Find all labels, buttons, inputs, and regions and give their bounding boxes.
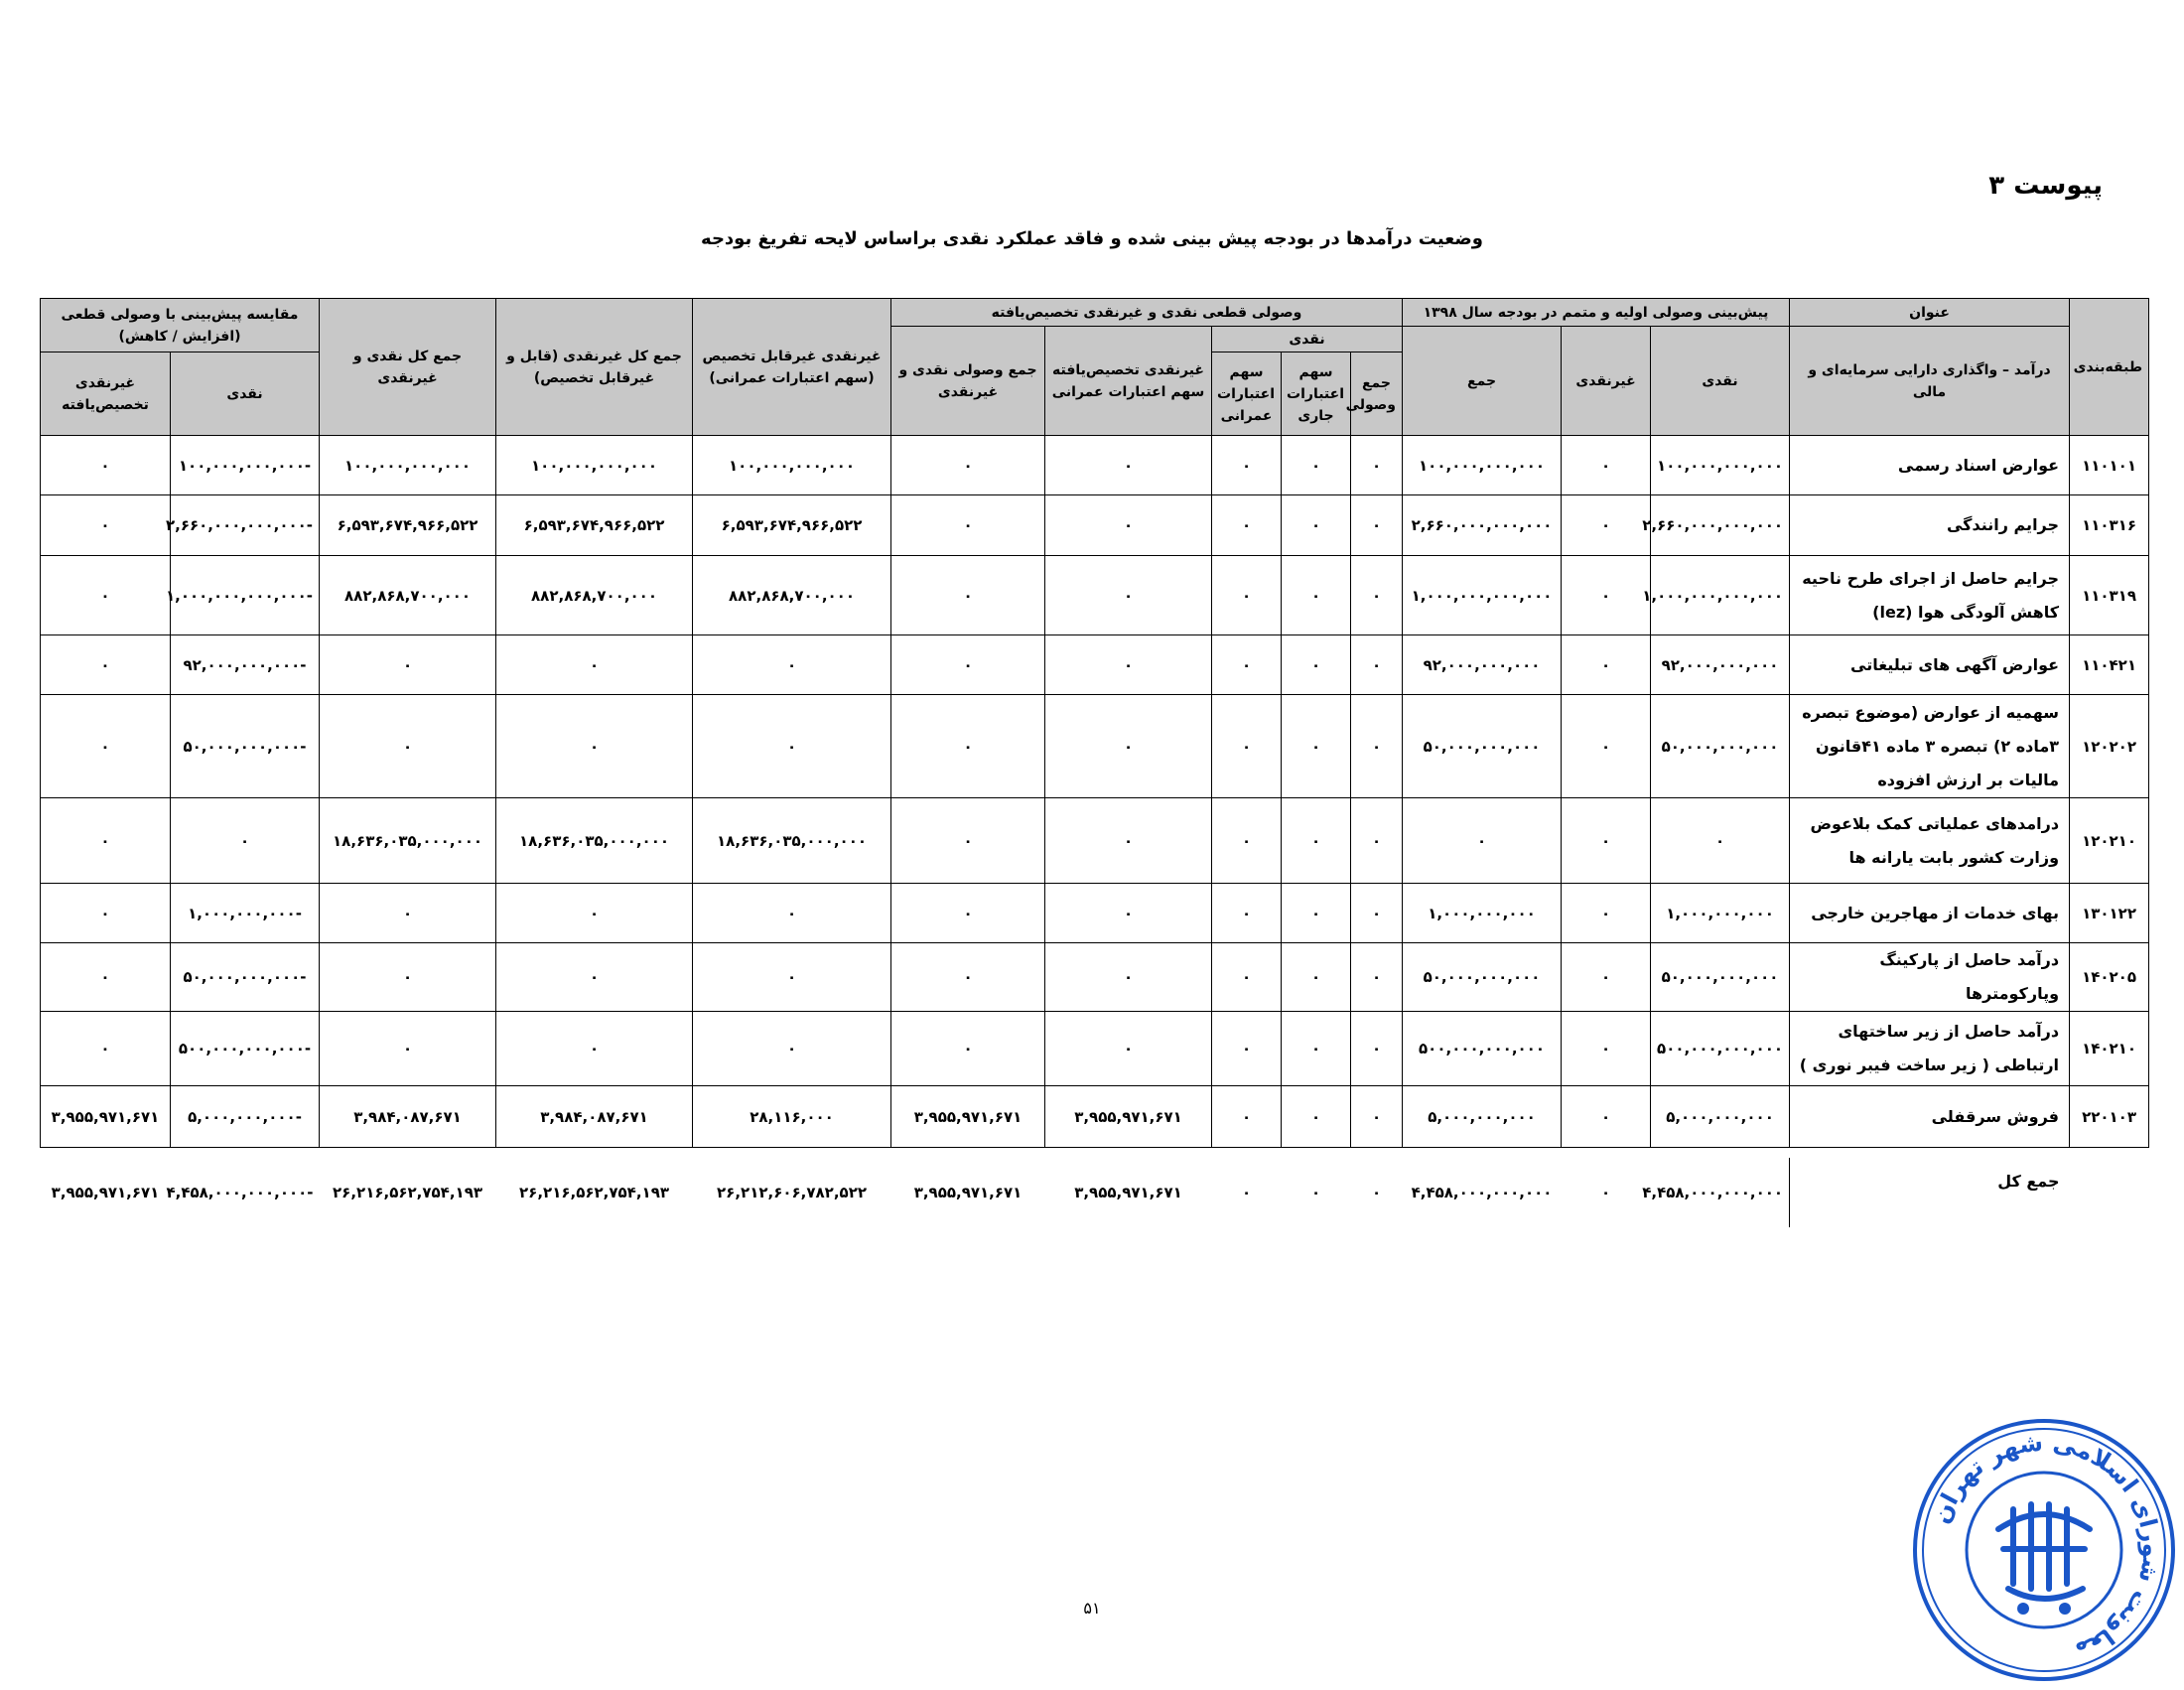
total-label: جمع کل <box>1790 1158 2070 1227</box>
noncash-unallocable-value: ۰ <box>693 884 891 943</box>
row-title: عوارض آگهی های تبلیغاتی <box>1790 635 2070 695</box>
forecast-noncash-value: ۰ <box>1562 884 1651 943</box>
receipts-total-value: ۳,۹۵۵,۹۷۱,۶۷۱ <box>891 1086 1045 1148</box>
forecast-cash-value: ۵۰,۰۰۰,۰۰۰,۰۰۰ <box>1651 695 1790 798</box>
noncash-grand-value: ۰ <box>496 1012 693 1086</box>
receipts-total-value: ۰ <box>891 436 1045 495</box>
row-title: بهای خدمات از مهاجرین خارجی <box>1790 884 2070 943</box>
receipts-total-value: ۰ <box>891 943 1045 1012</box>
compare-noncash-value: ۰ <box>41 635 171 695</box>
receipts-total-value: ۰ <box>891 635 1045 695</box>
table-row <box>41 635 2149 695</box>
forecast-total-value: ۵۰۰,۰۰۰,۰۰۰,۰۰۰ <box>1403 1012 1562 1086</box>
cash-capital-value: ۰ <box>1212 556 1282 635</box>
cash-total-value: ۰ <box>1351 495 1403 556</box>
noncash-unallocable-value: ۰ <box>693 943 891 1012</box>
grand-total-value: ۰ <box>320 1012 496 1086</box>
forecast-noncash-value: ۰ <box>1562 556 1651 635</box>
document-title: وضعیت درآمدها در بودجه پیش بینی شده و فاقد عملکرد نقدی براساس لایحه تفریغ بودجه <box>701 228 1483 249</box>
total-row <box>41 1158 2149 1227</box>
total-forecast-noncash: ۰ <box>1600 1184 1611 1201</box>
cash-capital-value: ۰ <box>1212 798 1282 884</box>
header-subject: درآمد – واگذاری دارایی سرمایه‌ای و مالی <box>1790 327 2070 436</box>
header-noncash-unallocable: غیرنقدی غیرقابل تخصیص (سهم اعتبارات عمرانی) <box>693 299 891 436</box>
header-forecast-noncash: غیرنقدی <box>1562 327 1651 436</box>
noncash-allocated-value: ۰ <box>1045 695 1212 798</box>
receipts-total-value: ۰ <box>891 798 1045 884</box>
forecast-total-value: ۵۰,۰۰۰,۰۰۰,۰۰۰ <box>1403 943 1562 1012</box>
compare-cash-value: -۹۲,۰۰۰,۰۰۰,۰۰۰ <box>171 635 320 695</box>
noncash-allocated-value: ۰ <box>1045 436 1212 495</box>
row-code: ۱۱۰۳۱۶ <box>2070 495 2149 556</box>
compare-cash-value: -۱,۰۰۰,۰۰۰,۰۰۰,۰۰۰ <box>171 556 320 635</box>
noncash-allocated-value: ۰ <box>1045 635 1212 695</box>
receipts-total-value: ۰ <box>891 884 1045 943</box>
row-code: ۱۴۰۲۰۵ <box>2070 943 2149 1012</box>
compare-cash-value: ۰ <box>171 798 320 884</box>
compare-cash-value: -۱۰۰,۰۰۰,۰۰۰,۰۰۰ <box>171 436 320 495</box>
cash-current-value: ۰ <box>1282 495 1351 556</box>
header-forecast-total: جمع <box>1403 327 1562 436</box>
total-receipts-total: ۳,۹۵۵,۹۷۱,۶۷۱ <box>913 1184 1023 1201</box>
forecast-total-value: ۵,۰۰۰,۰۰۰,۰۰۰ <box>1403 1086 1562 1148</box>
forecast-cash-value: ۱,۰۰۰,۰۰۰,۰۰۰ <box>1651 884 1790 943</box>
row-title: سهمیه از عوارض (موضوع تبصره ۳ماده ۲) تبصره ۳ ماده ۴۱قانون مالیات بر ارزش افزوده <box>1790 695 2070 798</box>
noncash-grand-value: ۰ <box>496 635 693 695</box>
forecast-cash-value: ۵,۰۰۰,۰۰۰,۰۰۰ <box>1651 1086 1790 1148</box>
grand-total-value: ۳,۹۸۴,۰۸۷,۶۷۱ <box>320 1086 496 1148</box>
header-cash-capital: سهم اعتبارات عمرانی <box>1212 352 1282 436</box>
total-forecast-cash: ۴,۴۵۸,۰۰۰,۰۰۰,۰۰۰ <box>1642 1184 1784 1201</box>
cash-current-value: ۰ <box>1282 884 1351 943</box>
revenue-table <box>40 298 2149 1227</box>
cash-capital-value: ۰ <box>1212 695 1282 798</box>
noncash-unallocable-value: ۱۰۰,۰۰۰,۰۰۰,۰۰۰ <box>693 436 891 495</box>
compare-noncash-value: ۰ <box>41 884 171 943</box>
forecast-noncash-value: ۰ <box>1562 495 1651 556</box>
cash-current-value: ۰ <box>1282 695 1351 798</box>
row-code: ۱۴۰۲۱۰ <box>2070 1012 2149 1086</box>
header-noncash-grand: جمع کل غیرنقدی (قابل و غیرقابل تخصیص) <box>496 299 693 436</box>
cash-current-value: ۰ <box>1282 943 1351 1012</box>
noncash-unallocable-value: ۲۸,۱۱۶,۰۰۰ <box>693 1086 891 1148</box>
noncash-grand-value: ۰ <box>496 884 693 943</box>
cash-total-value: ۰ <box>1351 436 1403 495</box>
table-row <box>41 884 2149 943</box>
cash-current-value: ۰ <box>1282 635 1351 695</box>
row-title: عوارض اسناد رسمی <box>1790 436 2070 495</box>
forecast-noncash-value: ۰ <box>1562 436 1651 495</box>
row-code: ۲۲۰۱۰۳ <box>2070 1086 2149 1148</box>
row-title: درامدهای عملیاتی کمک بلاعوض وزارت کشور بابت یارانه ها <box>1790 798 2070 884</box>
noncash-allocated-value: ۰ <box>1045 495 1212 556</box>
header-compare-line2: (افزایش / کاهش) <box>118 328 241 345</box>
table-row <box>41 695 2149 798</box>
compare-noncash-value: ۰ <box>41 556 171 635</box>
noncash-grand-value: ۱۸,۶۳۶,۰۳۵,۰۰۰,۰۰۰ <box>496 798 693 884</box>
noncash-unallocable-value: ۶,۵۹۳,۶۷۴,۹۶۶,۵۲۲ <box>693 495 891 556</box>
total-cash-total: ۰ <box>1371 1184 1382 1201</box>
noncash-grand-value: ۰ <box>496 695 693 798</box>
forecast-total-value: ۱,۰۰۰,۰۰۰,۰۰۰,۰۰۰ <box>1403 556 1562 635</box>
cash-current-value: ۰ <box>1282 436 1351 495</box>
noncash-allocated-value: ۰ <box>1045 884 1212 943</box>
header-cash-total: جمع وصولی <box>1351 352 1403 436</box>
forecast-noncash-value: ۰ <box>1562 943 1651 1012</box>
header-forecast-cash: نقدی <box>1651 327 1790 436</box>
total-cash-capital: ۰ <box>1241 1184 1252 1201</box>
noncash-allocated-value: ۰ <box>1045 798 1212 884</box>
grand-total-value: ۸۸۲,۸۶۸,۷۰۰,۰۰۰ <box>320 556 496 635</box>
table-row <box>41 556 2149 635</box>
header-subject-group: عنوان <box>1790 299 2070 327</box>
noncash-unallocable-value: ۱۸,۶۳۶,۰۳۵,۰۰۰,۰۰۰ <box>693 798 891 884</box>
forecast-noncash-value: ۰ <box>1562 798 1651 884</box>
noncash-unallocable-value: ۰ <box>693 695 891 798</box>
noncash-allocated-value: ۰ <box>1045 1012 1212 1086</box>
table-row <box>41 1012 2149 1086</box>
noncash-grand-value: ۶,۵۹۳,۶۷۴,۹۶۶,۵۲۲ <box>496 495 693 556</box>
table-row <box>41 436 2149 495</box>
cash-total-value: ۰ <box>1351 556 1403 635</box>
compare-cash-value: -۵۰,۰۰۰,۰۰۰,۰۰۰ <box>171 695 320 798</box>
compare-cash-value: -۱,۰۰۰,۰۰۰,۰۰۰ <box>171 884 320 943</box>
compare-cash-value: -۲,۶۶۰,۰۰۰,۰۰۰,۰۰۰ <box>171 495 320 556</box>
forecast-total-value: ۹۲,۰۰۰,۰۰۰,۰۰۰ <box>1403 635 1562 695</box>
header-classification: طبقه‌بندی <box>2070 299 2149 436</box>
compare-noncash-value: ۰ <box>41 495 171 556</box>
forecast-cash-value: ۱۰۰,۰۰۰,۰۰۰,۰۰۰ <box>1651 436 1790 495</box>
total-noncash-unallocable: ۲۶,۲۱۲,۶۰۶,۷۸۲,۵۲۲ <box>717 1184 867 1201</box>
compare-noncash-value: ۰ <box>41 1012 171 1086</box>
header-cash-current: سهم اعتبارات جاری <box>1282 352 1351 436</box>
noncash-grand-value: ۸۸۲,۸۶۸,۷۰۰,۰۰۰ <box>496 556 693 635</box>
forecast-cash-value: ۱,۰۰۰,۰۰۰,۰۰۰,۰۰۰ <box>1651 556 1790 635</box>
forecast-total-value: ۱۰۰,۰۰۰,۰۰۰,۰۰۰ <box>1403 436 1562 495</box>
noncash-grand-value: ۱۰۰,۰۰۰,۰۰۰,۰۰۰ <box>496 436 693 495</box>
cash-total-value: ۰ <box>1351 943 1403 1012</box>
forecast-noncash-value: ۰ <box>1562 1012 1651 1086</box>
forecast-noncash-value: ۰ <box>1562 1086 1651 1148</box>
svg-text:معاونت شورای اسلامی شهر تهران: معاونت شورای اسلامی شهر تهران <box>1926 1428 2166 1666</box>
header-grand-total: جمع کل نقدی و غیرنقدی <box>320 299 496 436</box>
council-seal-icon <box>1904 1410 2184 1690</box>
row-title: جرایم حاصل از اجرای طرح ناحیه کاهش آلودگی هوا (lez) <box>1790 556 2070 635</box>
forecast-total-value: ۰ <box>1403 798 1562 884</box>
cash-current-value: ۰ <box>1282 798 1351 884</box>
compare-cash-value: -۵۰۰,۰۰۰,۰۰۰,۰۰۰ <box>171 1012 320 1086</box>
noncash-allocated-value: ۰ <box>1045 943 1212 1012</box>
compare-cash-value: -۵۰,۰۰۰,۰۰۰,۰۰۰ <box>171 943 320 1012</box>
compare-noncash-value: ۰ <box>41 798 171 884</box>
forecast-cash-value: ۵۰,۰۰۰,۰۰۰,۰۰۰ <box>1651 943 1790 1012</box>
total-cash-current: ۰ <box>1310 1184 1321 1201</box>
row-code: ۱۲۰۲۱۰ <box>2070 798 2149 884</box>
header-compare-noncash: غیرنقدی تخصیص‌یافته <box>41 352 171 436</box>
page-heading: پیوست ۳ <box>1988 171 2103 201</box>
grand-total-value: ۰ <box>320 884 496 943</box>
noncash-unallocable-value: ۰ <box>693 635 891 695</box>
receipts-total-value: ۰ <box>891 495 1045 556</box>
table-row <box>41 495 2149 556</box>
total-noncash-allocated: ۳,۹۵۵,۹۷۱,۶۷۱ <box>1074 1184 1182 1201</box>
row-title: درآمد حاصل از زیر ساختهای ارتباطی ( زیر ساخت فیبر نوری ) <box>1790 1012 2070 1086</box>
receipts-total-value: ۰ <box>891 556 1045 635</box>
grand-total-value: ۰ <box>320 635 496 695</box>
table-row <box>41 1086 2149 1148</box>
cash-total-value: ۰ <box>1351 884 1403 943</box>
receipts-total-value: ۰ <box>891 1012 1045 1086</box>
total-grand-total: ۲۶,۲۱۶,۵۶۲,۷۵۴,۱۹۳ <box>333 1184 482 1201</box>
forecast-cash-value: ۹۲,۰۰۰,۰۰۰,۰۰۰ <box>1651 635 1790 695</box>
forecast-noncash-value: ۰ <box>1562 635 1651 695</box>
cash-current-value: ۰ <box>1282 556 1351 635</box>
total-forecast-total: ۴,۴۵۸,۰۰۰,۰۰۰,۰۰۰ <box>1411 1184 1553 1201</box>
total-noncash-grand: ۲۶,۲۱۶,۵۶۲,۷۵۴,۱۹۳ <box>519 1184 669 1201</box>
noncash-unallocable-value: ۰ <box>693 1012 891 1086</box>
compare-noncash-value: ۰ <box>41 695 171 798</box>
grand-total-value: ۰ <box>320 695 496 798</box>
cash-total-value: ۰ <box>1351 635 1403 695</box>
header-compare-group <box>41 299 320 352</box>
cash-total-value: ۰ <box>1351 1012 1403 1086</box>
grand-total-value: ۰ <box>320 943 496 1012</box>
cash-capital-value: ۰ <box>1212 436 1282 495</box>
compare-cash-value: -۵,۰۰۰,۰۰۰,۰۰۰ <box>171 1086 320 1148</box>
noncash-allocated-value: ۰ <box>1045 556 1212 635</box>
row-code: ۱۱۰۴۲۱ <box>2070 635 2149 695</box>
cash-capital-value: ۰ <box>1212 1012 1282 1086</box>
cash-current-value: ۰ <box>1282 1012 1351 1086</box>
cash-capital-value: ۰ <box>1212 943 1282 1012</box>
forecast-cash-value: ۰ <box>1651 798 1790 884</box>
cash-current-value: ۰ <box>1282 1086 1351 1148</box>
header-noncash-allocated: غیرنقدی تخصیص‌یافته سهم اعتبارات عمرانی <box>1045 327 1212 436</box>
cash-capital-value: ۰ <box>1212 1086 1282 1148</box>
cash-total-value: ۰ <box>1351 1086 1403 1148</box>
noncash-allocated-value: ۳,۹۵۵,۹۷۱,۶۷۱ <box>1045 1086 1212 1148</box>
noncash-grand-value: ۳,۹۸۴,۰۸۷,۶۷۱ <box>496 1086 693 1148</box>
row-title: فروش سرقفلی <box>1790 1086 2070 1148</box>
cash-capital-value: ۰ <box>1212 635 1282 695</box>
forecast-total-value: ۲,۶۶۰,۰۰۰,۰۰۰,۰۰۰ <box>1403 495 1562 556</box>
row-code: ۱۱۰۱۰۱ <box>2070 436 2149 495</box>
row-code: ۱۱۰۳۱۹ <box>2070 556 2149 635</box>
grand-total-value: ۱۸,۶۳۶,۰۳۵,۰۰۰,۰۰۰ <box>320 798 496 884</box>
header-cash-group: نقدی <box>1212 327 1403 352</box>
compare-noncash-value: ۰ <box>41 943 171 1012</box>
row-code: ۱۲۰۲۰۲ <box>2070 695 2149 798</box>
forecast-total-value: ۱,۰۰۰,۰۰۰,۰۰۰ <box>1403 884 1562 943</box>
page-number: ۵۱ <box>1083 1599 1101 1618</box>
row-title: جرایم رانندگی <box>1790 495 2070 556</box>
cash-capital-value: ۰ <box>1212 495 1282 556</box>
total-compare-noncash: ۳,۹۵۵,۹۷۱,۶۷۱ <box>51 1184 160 1201</box>
cash-total-value: ۰ <box>1351 695 1403 798</box>
header-receipts-group: وصولی قطعی نقدی و غیرنقدی تخصیص‌یافته <box>891 299 1403 327</box>
grand-total-value: ۶,۵۹۳,۶۷۴,۹۶۶,۵۲۲ <box>320 495 496 556</box>
table-row <box>41 943 2149 1012</box>
compare-noncash-value: ۰ <box>41 436 171 495</box>
header-compare-line1: مقایسه پیش‌بینی با وصولی قطعی <box>61 306 299 323</box>
compare-noncash-value: ۳,۹۵۵,۹۷۱,۶۷۱ <box>41 1086 171 1148</box>
total-compare-cash: -۴,۴۵۸,۰۰۰,۰۰۰,۰۰۰ <box>166 1184 314 1201</box>
cash-capital-value: ۰ <box>1212 884 1282 943</box>
table-row <box>41 798 2149 884</box>
header-forecast-group: پیش‌بینی وصولی اولیه و متمم در بودجه سال ۱۳۹۸ <box>1403 299 1790 327</box>
header-receipts-total: جمع وصولی نقدی و غیرنقدی <box>891 327 1045 436</box>
forecast-cash-value: ۲,۶۶۰,۰۰۰,۰۰۰,۰۰۰ <box>1651 495 1790 556</box>
forecast-total-value: ۵۰,۰۰۰,۰۰۰,۰۰۰ <box>1403 695 1562 798</box>
noncash-unallocable-value: ۸۸۲,۸۶۸,۷۰۰,۰۰۰ <box>693 556 891 635</box>
row-code: ۱۳۰۱۲۲ <box>2070 884 2149 943</box>
forecast-cash-value: ۵۰۰,۰۰۰,۰۰۰,۰۰۰ <box>1651 1012 1790 1086</box>
header-compare-cash: نقدی <box>171 352 320 436</box>
cash-total-value: ۰ <box>1351 798 1403 884</box>
receipts-total-value: ۰ <box>891 695 1045 798</box>
row-title: درآمد حاصل از پارکینگ وپارکومترها <box>1790 943 2070 1012</box>
forecast-noncash-value: ۰ <box>1562 695 1651 798</box>
noncash-grand-value: ۰ <box>496 943 693 1012</box>
grand-total-value: ۱۰۰,۰۰۰,۰۰۰,۰۰۰ <box>320 436 496 495</box>
